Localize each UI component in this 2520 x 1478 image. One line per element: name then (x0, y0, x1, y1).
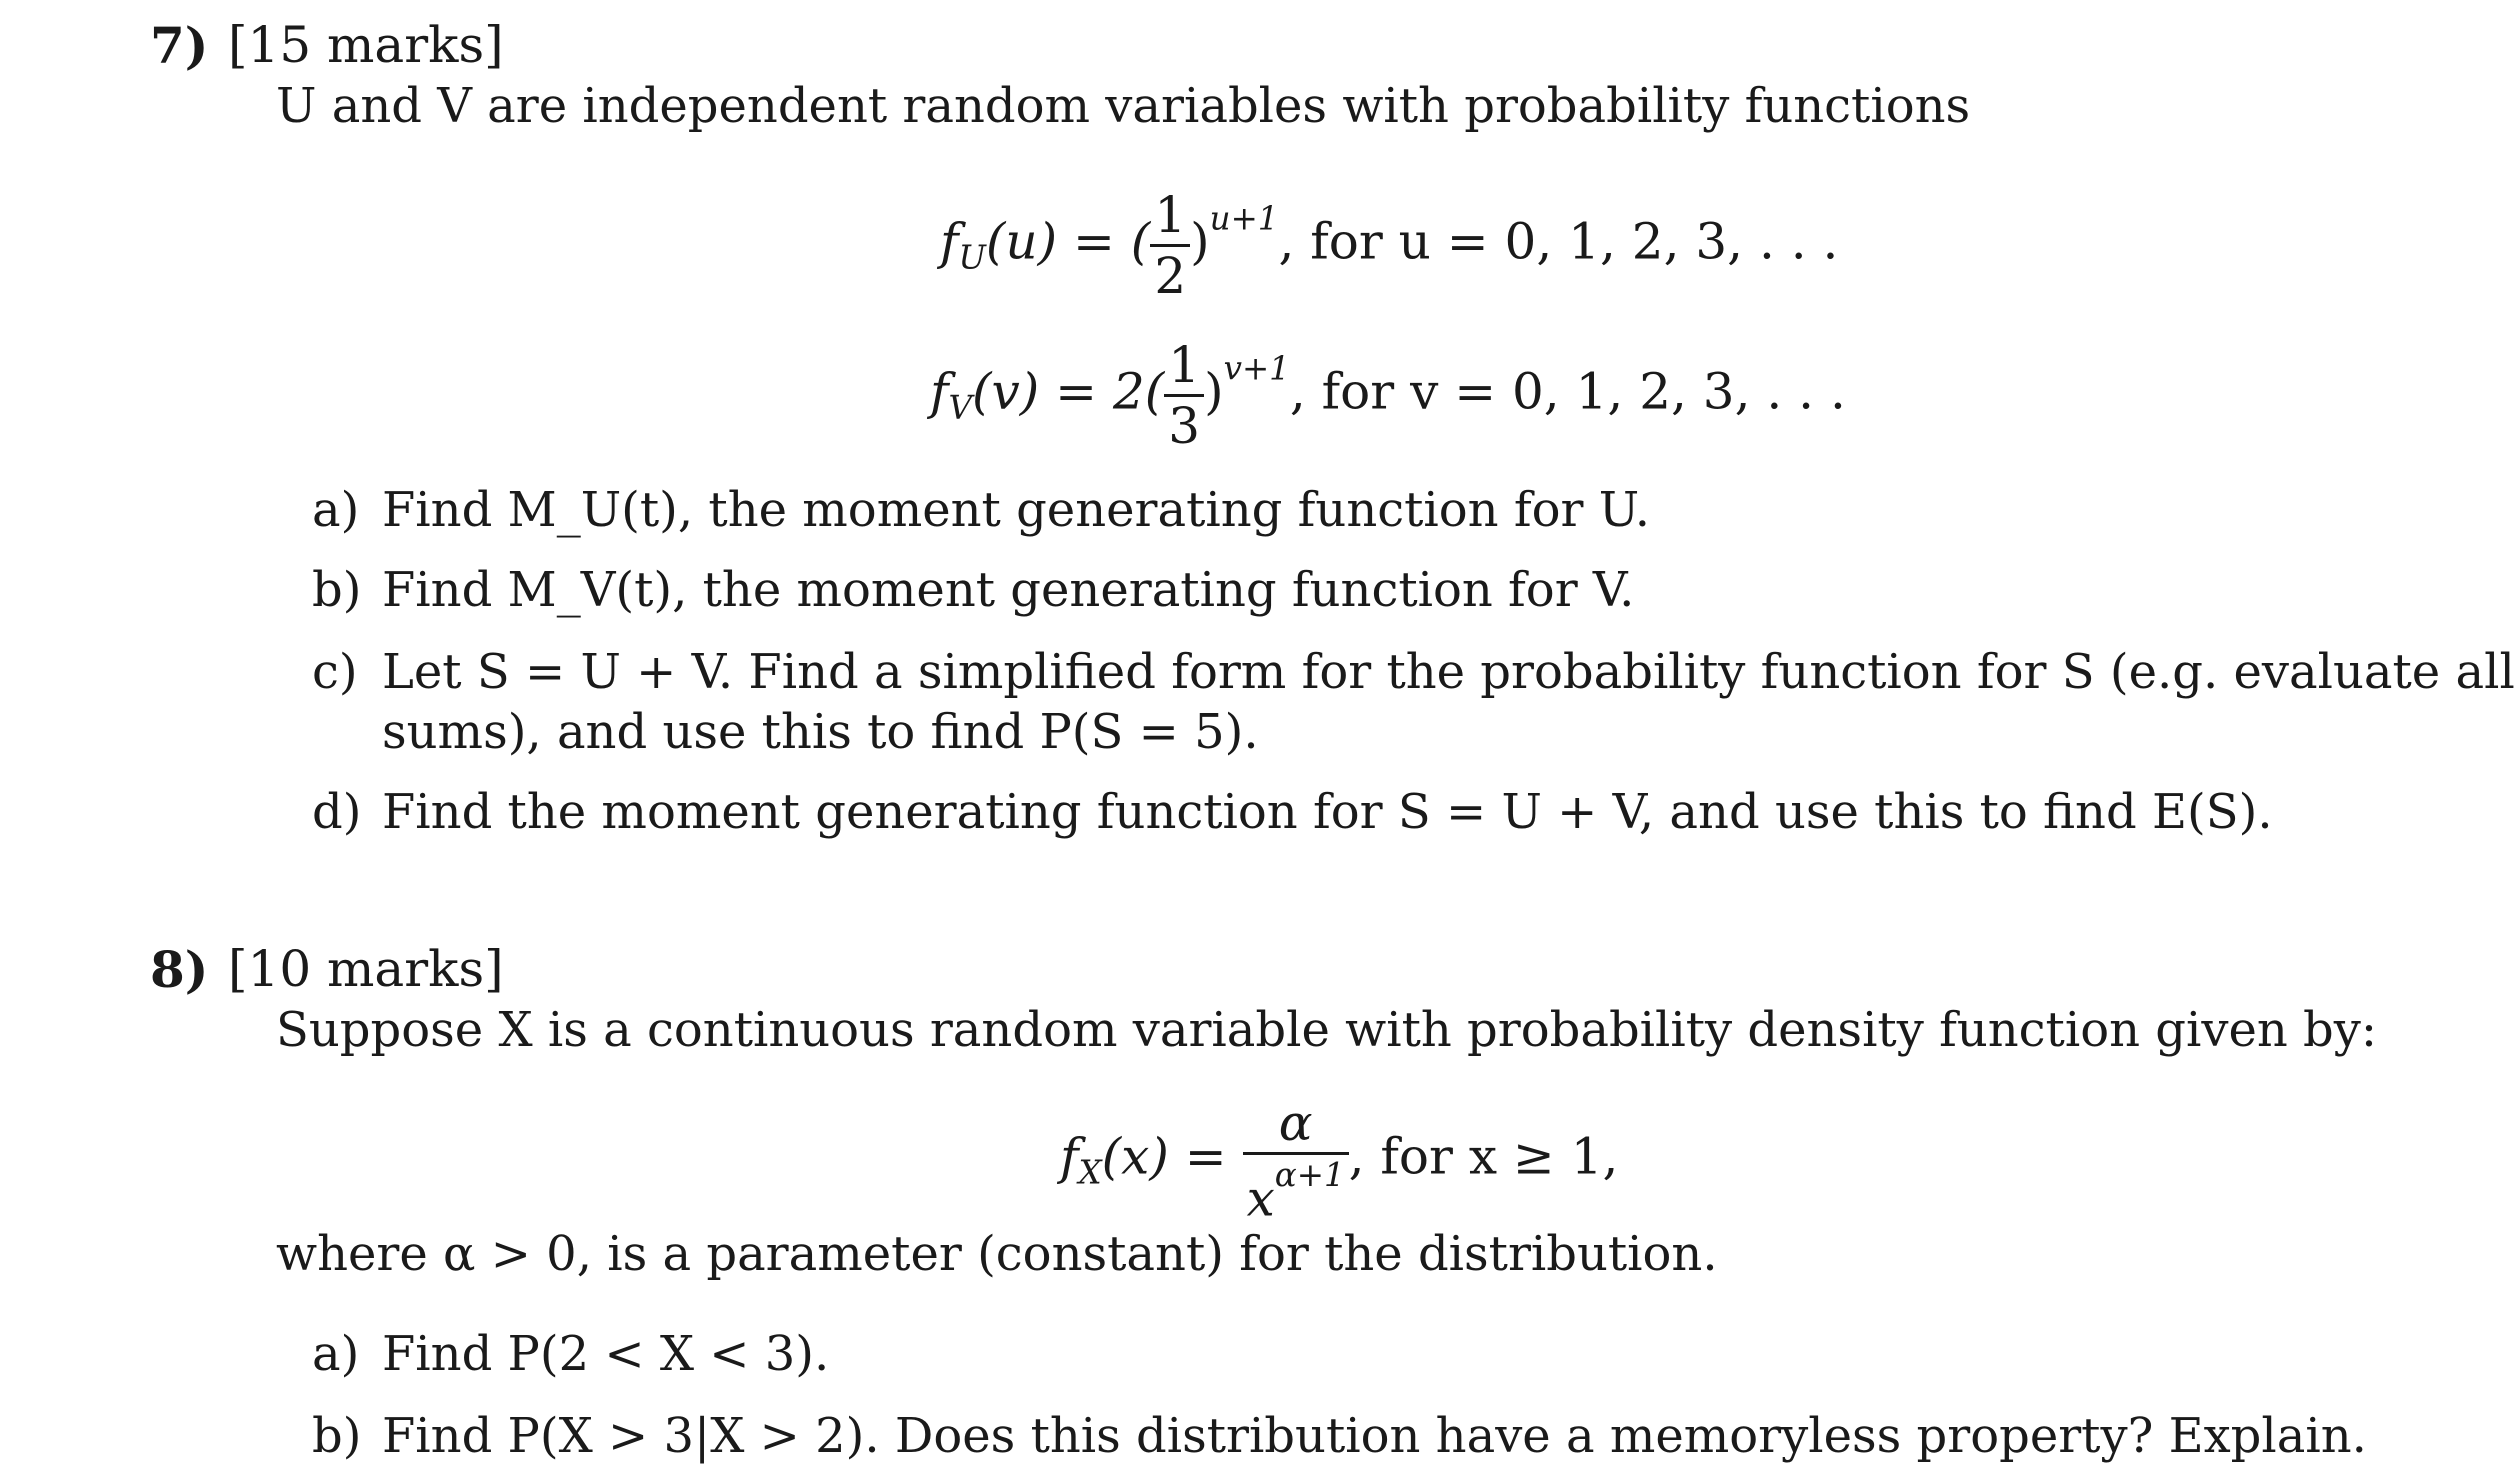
q7-part-d: d) Find the moment generating function for S = U + V, and use this to find E(S). (312, 784, 2273, 840)
q7-part-b: b) Find M_V(t), the moment generating function for V. (312, 562, 1635, 618)
equation-f-u: $f_U(u)$ = ( $\frac{1}{2}$ )$^{u+1}$, for u = 0, 1, 2, 3, . . . (940, 186, 1839, 305)
equation-f-v: $f_V(v) = 2$( $\frac{1}{3}$ )$^{v+1}$, for v = 0, 1, 2, 3, . . . (930, 336, 1846, 455)
question-8-number: 8) (150, 940, 209, 999)
question-7-marks: [15 marks] (228, 16, 504, 74)
question-7-number: 7) (150, 16, 209, 75)
question-8-marks: [10 marks] (228, 940, 504, 998)
q7-part-c-continued: sums), and use this to find P(S = 5). (382, 704, 1259, 760)
q7-part-c: c) Let S = U + V. Find a simplified form for the probability function for S (e.g. evaluate all (312, 644, 2515, 700)
fraction-one-half: $\frac{1}{2}$ (1150, 190, 1190, 301)
q7-part-a: a) Find M_U(t), the moment generating function for U. (312, 482, 1650, 538)
equation-f-x: $f_X(x)$ = $\frac{\alpha}{x^{\alpha+1}}$ , for x ≥ 1, (1060, 1094, 1619, 1228)
q8-part-a: a) Find P(2 < X < 3). (312, 1326, 830, 1382)
fraction-alpha-over-x: $\frac{\alpha}{x^{\alpha+1}}$ (1243, 1098, 1349, 1223)
q8-part-b: b) Find P(X > 3|X > 2). Does this distribution have a memoryless property? Explain. (312, 1408, 2367, 1464)
question-8-intro: Suppose X is a continuous random variable with probability density function given by: (276, 1002, 2378, 1058)
fraction-one-third: $\frac{1}{3}$ (1164, 340, 1204, 451)
q8-where-text: where α > 0, is a parameter (constant) for the distribution. (276, 1226, 1718, 1282)
question-7-intro: U and V are independent random variables with probability functions (276, 78, 1971, 134)
